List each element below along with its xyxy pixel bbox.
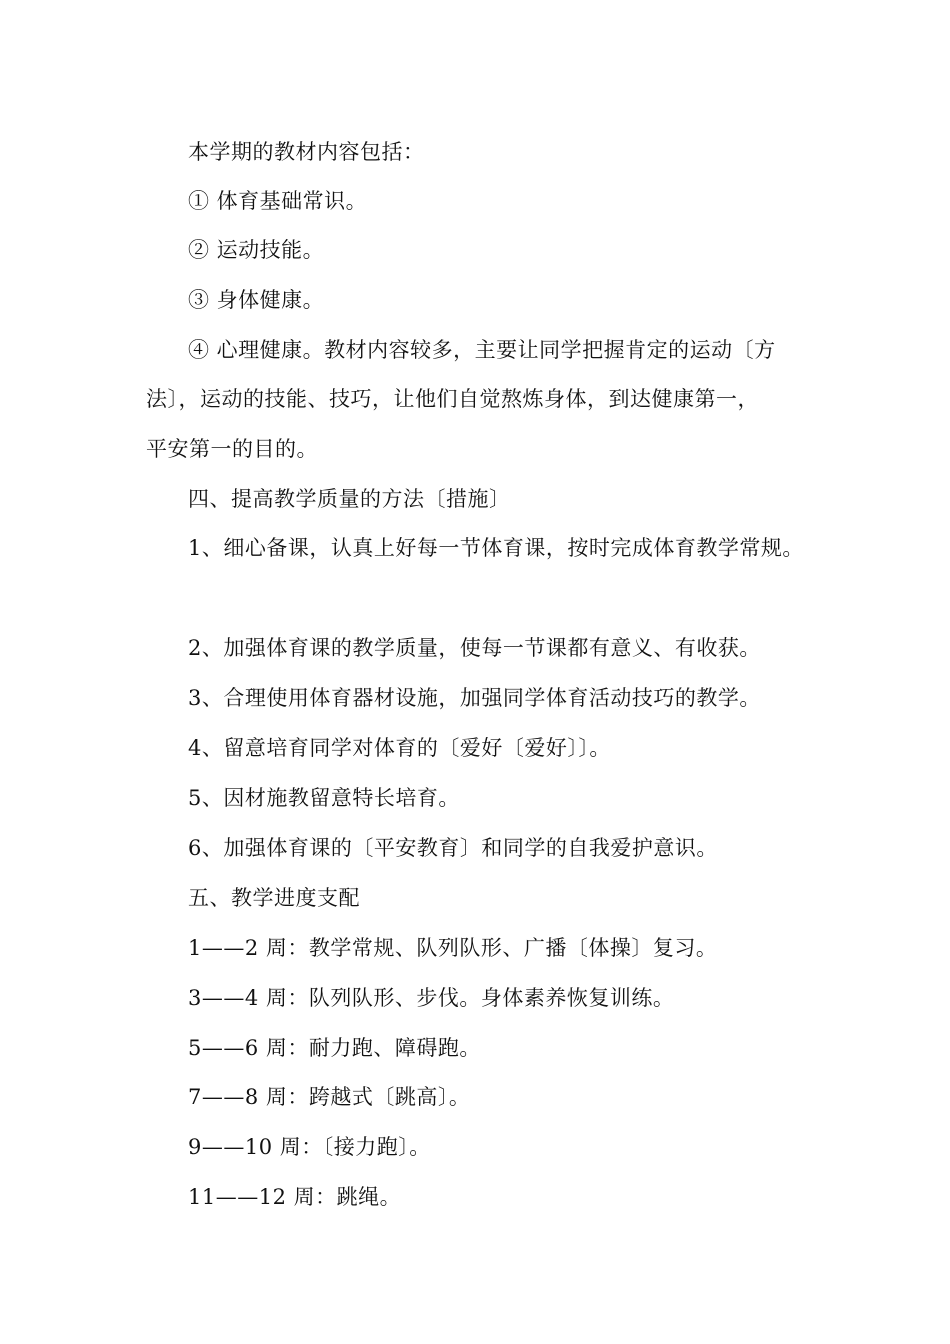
text-line: 平安第一的目的。: [146, 437, 318, 461]
text-line: 法〕，运动的技能、技巧，让他们自觉熬炼身体，到达健康第一，: [146, 387, 759, 411]
text-line: 6、加强体育课的〔平安教育〕和同学的自我爱护意识。: [188, 836, 718, 860]
schedule-line: 1——2 周：教学常规、队列队形、广播〔体操〕复习。: [188, 936, 718, 960]
schedule-line: 3——4 周：队列队形、步伐。身体素养恢复训练。: [188, 986, 675, 1010]
text-line: 本学期的教材内容包括：: [188, 140, 425, 164]
text-line: ③ 身体健康。: [188, 288, 325, 312]
text-line: ① 体育基础常识。: [188, 189, 368, 213]
text-line: 5、因材施教留意特长培育。: [188, 786, 460, 810]
section-heading: 五、教学进度支配: [188, 886, 360, 910]
text-line: 2、加强体育课的教学质量，使每一节课都有意义、有收获。: [188, 636, 761, 660]
text-line: 3、合理使用体育器材设施，加强同学体育活动技巧的教学。: [188, 686, 761, 710]
schedule-line: 11——12 周：跳绳。: [188, 1185, 402, 1209]
text-line: ④ 心理健康。教材内容较多，主要让同学把握肯定的运动〔方: [188, 338, 776, 362]
schedule-line: 9——10 周：〔接力跑〕。: [188, 1135, 431, 1159]
schedule-line: 5——6 周：耐力跑、障碍跑。: [188, 1036, 481, 1060]
text-line: 4、留意培育同学对体育的〔爱好〔爱好〕〕。: [188, 736, 611, 760]
text-line: ② 运动技能。: [188, 238, 325, 262]
text-line: 1、细心备课，认真上好每一节体育课，按时完成体育教学常规。: [188, 536, 804, 560]
section-heading: 四、提高教学质量的方法〔措施〕: [188, 487, 511, 511]
schedule-line: 7——8 周：跨越式〔跳高〕。: [188, 1085, 471, 1109]
